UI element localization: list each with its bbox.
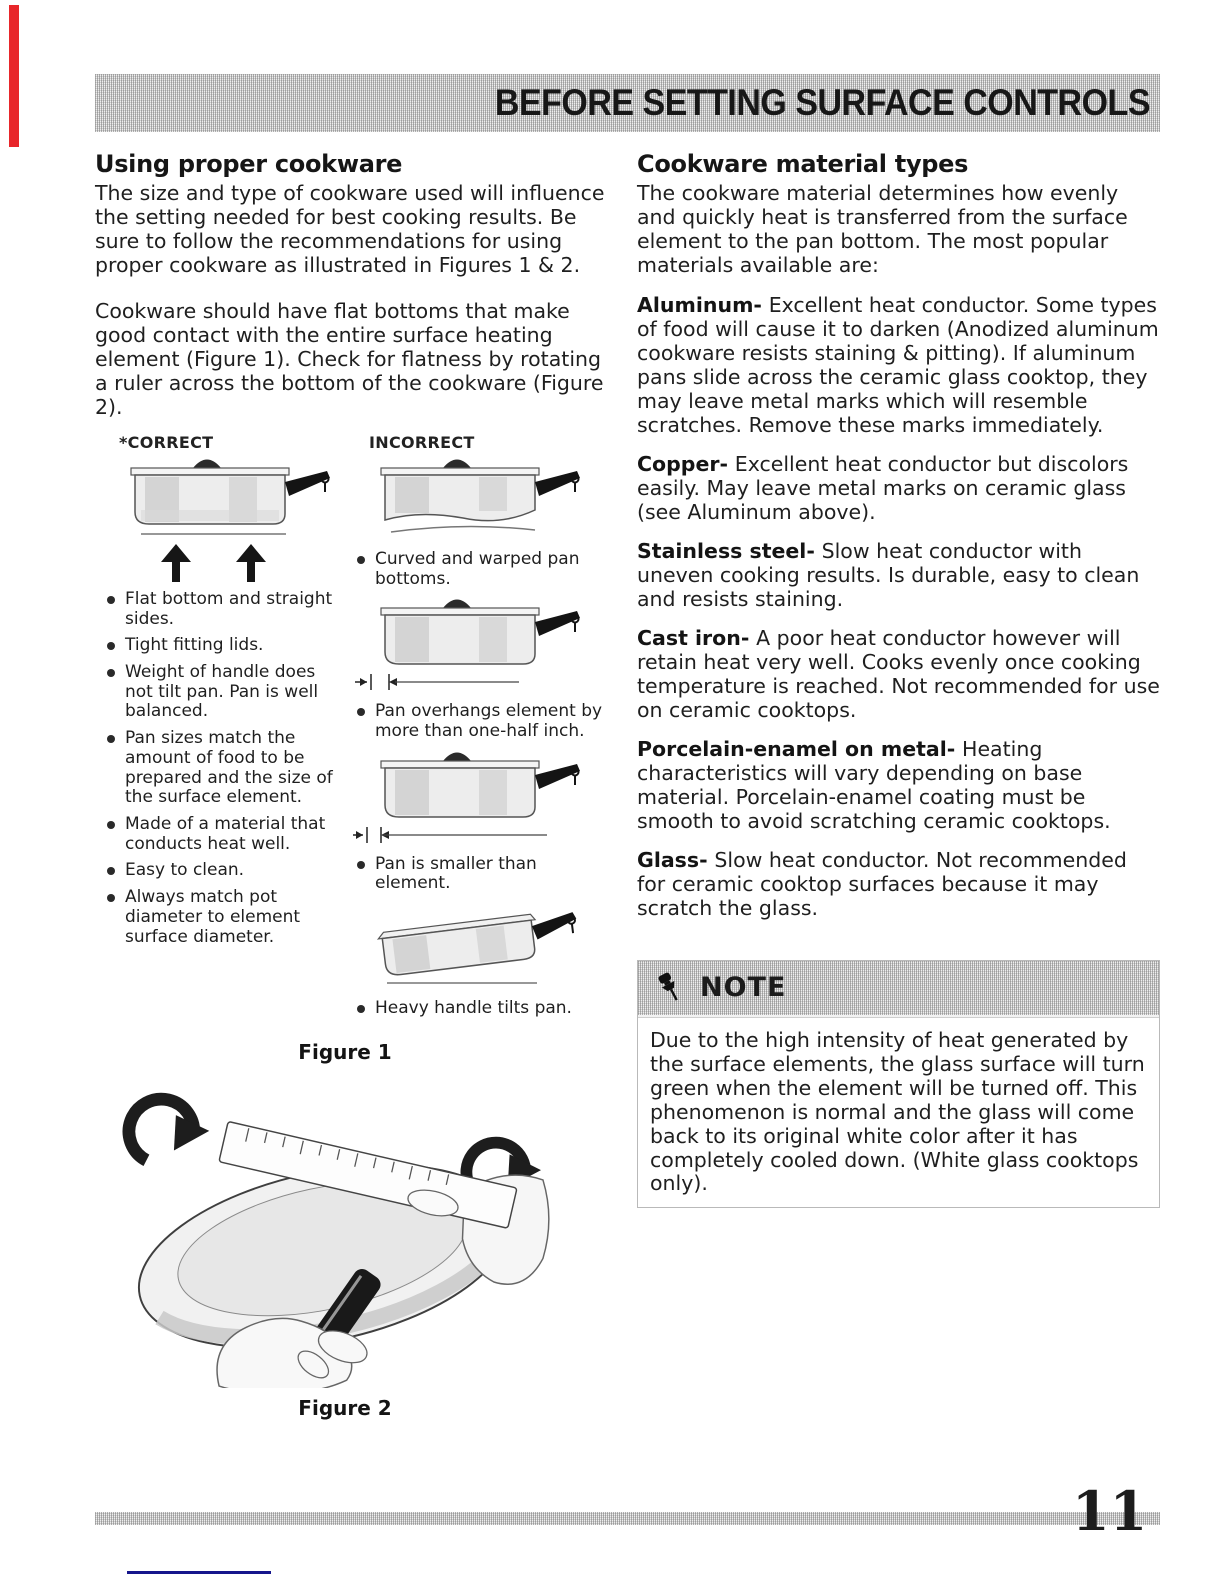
material-paragraph-copper	[637, 452, 1160, 524]
list-item: Weight of handle does not tilt pan. Pan is well balanced.	[105, 663, 345, 722]
material-paragraph-glass	[637, 848, 1160, 920]
list-item: Pan sizes match the amount of food to be prepared and the size of the surface element.	[105, 729, 345, 808]
note-header	[638, 961, 1159, 1017]
page-number: 11	[1072, 1479, 1148, 1543]
material-text: Excellent heat conductor but discolors easily. May leave metal marks on ceramic glass (see Aluminum above).	[637, 451, 1129, 524]
figure1-incorrect-column	[345, 433, 617, 1026]
material-text: Slow heat conductor with uneven cooking results. Is durable, easy to clean and resists staining.	[637, 538, 1140, 611]
material-text: Heating characteristics will vary depending on base material. Porcelain-enamel coating must be smooth to avoid scratching ceramic cooktops.	[637, 736, 1111, 833]
material-name: Stainless steel-	[637, 538, 815, 563]
footer-navy-line	[127, 1571, 271, 1574]
list-item: Always match pot diameter to element surface diameter.	[105, 888, 345, 947]
section-heading-cookware-material-types: Cookware material types	[637, 150, 969, 178]
list-item: Pan is smaller than element.	[355, 855, 617, 894]
figure1-caption: Figure 1	[298, 1039, 392, 1064]
incorrect-pan-overhang-diagram	[351, 596, 586, 696]
material-name: Aluminum-	[637, 292, 762, 317]
material-paragraph-stainless-steel	[637, 539, 1160, 611]
note-title: NOTE	[700, 972, 787, 1004]
right-column	[637, 150, 1160, 1426]
section-heading-using-proper-cookware: Using proper cookware	[95, 150, 403, 178]
pan-flatness-check-illustration	[103, 1070, 555, 1388]
paragraph: The cookware material determines how evenly and quickly heat is transferred from the surface element to the pan bottom. The most popular materials available are:	[637, 181, 1128, 277]
material-text: A poor heat conductor however will retain heat very well. Cooks evenly once cooking temperature is reached. Not recommended for use on ceramic cooktops.	[637, 625, 1160, 722]
material-name: Copper-	[637, 451, 728, 476]
material-paragraph-aluminum	[637, 293, 1160, 437]
incorrect-pan-smaller-diagram	[351, 749, 586, 849]
paragraph: The size and type of cookware used will influence the setting needed for best cooking results. Be sure to follow the recommendations for using proper cookware as illustrated in Figures 1 & 2.	[95, 181, 605, 277]
figure1-diagram-block	[95, 433, 617, 1026]
incorrect-bullet	[355, 855, 617, 894]
scan-artifact-red-stripe	[9, 5, 19, 147]
incorrect-pan-curved-diagram	[351, 456, 586, 544]
paragraph: Cookware should have flat bottoms that make good contact with the entire surface heating element (Figure 1). Check for flatness by rotating a ruler across the bottom of the cookware (Figure 2).	[95, 298, 604, 419]
figure2-caption: Figure 2	[298, 1395, 392, 1420]
list-item: Pan overhangs element by more than one-half inch.	[355, 702, 617, 741]
incorrect-bullet	[355, 999, 617, 1019]
material-name: Cast iron-	[637, 625, 750, 650]
material-text: Excellent heat conductor. Some types of food will cause it to darken (Anodized aluminum cookware resists staining & pitting). If aluminum pans slide across the ceramic glass cooktop, they may leave metal marks which will resemble scratches. Remove these marks immediately.	[637, 292, 1159, 437]
left-column	[95, 150, 617, 1426]
material-name: Glass-	[637, 847, 708, 872]
note-body-text: Due to the high intensity of heat generated by the surface elements, the glass surface will turn green when the element will be turned off. This phenomenon is normal and the glass will come back to its original white color after it has completely cooled down. (White glass cooktops only).	[638, 1017, 1159, 1208]
material-paragraph-cast-iron	[637, 626, 1160, 722]
material-paragraph-porcelain-enamel	[637, 737, 1160, 833]
list-item: Flat bottom and straight sides.	[105, 590, 345, 629]
list-item: Heavy handle tilts pan.	[355, 999, 617, 1019]
material-text: Slow heat conductor. Not recommended for ceramic cooktop surfaces because it may scratch the glass.	[637, 847, 1127, 920]
incorrect-bullet	[355, 702, 617, 741]
pushpin-icon	[654, 970, 684, 1006]
list-item: Made of a material that conducts heat well.	[105, 815, 345, 854]
correct-bullet-list	[105, 590, 345, 948]
list-item: Tight fitting lids.	[105, 636, 345, 656]
rotation-arrow-icon	[129, 1099, 209, 1160]
correct-pan-diagram	[101, 456, 336, 584]
incorrect-pan-tilted-diagram	[351, 901, 586, 993]
note-box	[637, 960, 1160, 1209]
incorrect-label: INCORRECT	[369, 432, 475, 452]
figure1-correct-column	[95, 433, 345, 1026]
list-item: Easy to clean.	[105, 861, 345, 881]
figure2-illustration	[103, 1070, 617, 1388]
banner-title: BEFORE SETTING SURFACE CONTROLS	[494, 81, 1150, 123]
two-column-layout	[95, 150, 1160, 1426]
correct-label: *CORRECT	[119, 432, 214, 452]
material-name: Porcelain-enamel on metal-	[637, 736, 956, 761]
incorrect-bullet	[355, 550, 617, 589]
footer-rule	[95, 1512, 1160, 1525]
section-banner	[95, 74, 1160, 132]
list-item: Curved and warped pan bottoms.	[355, 550, 617, 589]
